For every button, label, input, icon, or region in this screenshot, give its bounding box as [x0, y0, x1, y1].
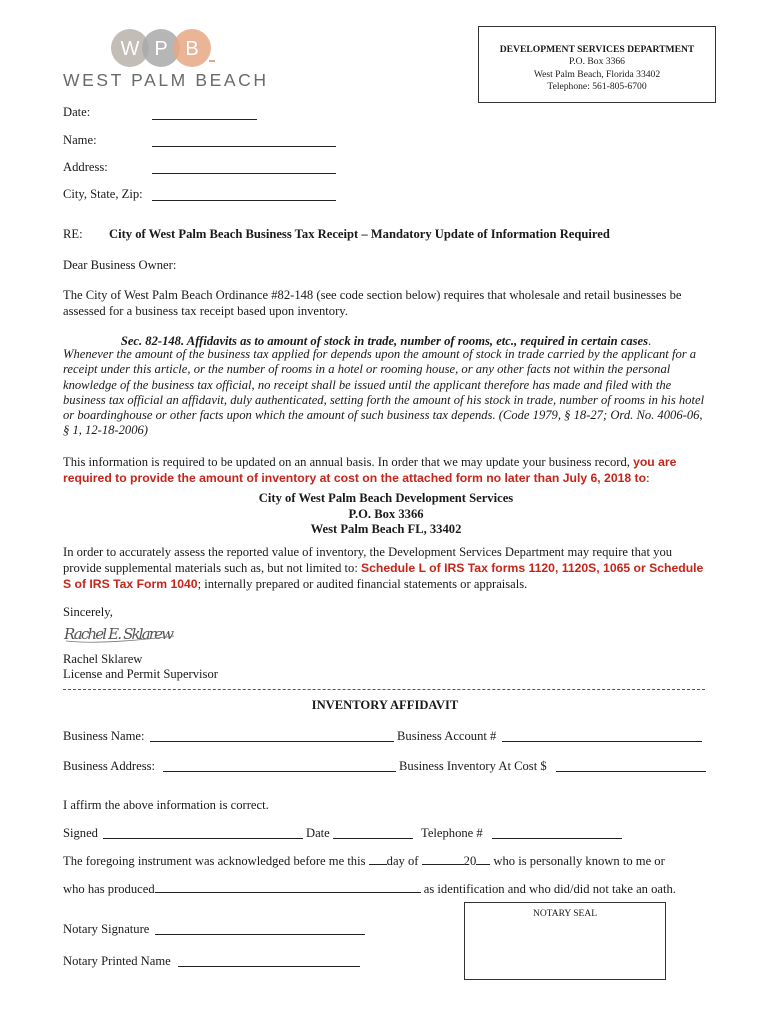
date-label: Date: — [63, 105, 91, 119]
date-field[interactable] — [152, 119, 257, 120]
closing: Sincerely, — [63, 605, 113, 619]
annual-update-paragraph — [63, 454, 709, 486]
identification-field[interactable] — [155, 892, 421, 893]
produced-line — [63, 882, 676, 897]
mailing-address-line3: West Palm Beach FL, 33402 — [310, 522, 462, 536]
handwritten-signature-icon — [62, 620, 182, 646]
notary-printed-name-field[interactable] — [178, 966, 360, 967]
annual-update-end: : — [646, 471, 650, 485]
deadline-notice: you are required to provide the amount of inventory at cost on the attached form no later than July 6, 2018 to — [63, 455, 677, 485]
business-account-field[interactable] — [502, 741, 702, 742]
notary-signature-label: Notary Signature — [63, 922, 150, 936]
mailing-address-line2: P.O. Box 3366 — [348, 506, 424, 521]
ack-month-field[interactable] — [422, 864, 464, 865]
business-name-field[interactable] — [150, 741, 394, 742]
address-label: Address: — [63, 160, 108, 174]
address-field[interactable] — [152, 173, 336, 174]
section-heading-text: Sec. 82-148. Affidavits as to amount of stock in trade, number of rooms, etc., required in certain cases — [120, 334, 649, 348]
signed-label: Signed — [63, 826, 98, 840]
svg-text:B: B — [185, 38, 199, 60]
section-body: Whenever the amount of the business tax applied for depends upon the amount of stock in trade carried by the applicant for a receipt under this article, or the number of rooms in a hotel or rooming house, or any other facts not within the personal knowledge of the business tax official, no receipt shall be issued until the applicant therefore has made and filed with the business tax official an affidavit, duly authenticated, setting forth the amount of his stock in trade, number of rooms in his hotel or boardinghouse or other facts upon which the amount of such business tax depends. (Code 1979, § 18-27; Ord. No. 4006-06, § 1, 12-18-2006) — [63, 347, 705, 438]
notary-signature-field[interactable] — [155, 934, 365, 935]
department-telephone: Telephone: 561-805-6700 — [547, 81, 647, 93]
irs-schedule-notice: Schedule L of IRS Tax forms 1120, 1120S, 1065 or Schedule S of IRS Tax Form 1040 — [63, 561, 704, 591]
supplemental-text: In order to accurately assess the reported value of inventory, the Development Services Department may require that you provide supplemental materials such as, but not limited to: — [63, 545, 673, 575]
supplemental-paragraph — [63, 544, 709, 592]
wpb-logo-circles-icon — [62, 28, 262, 72]
ack-text-end: who is personally known to me or — [490, 854, 665, 868]
produced-text-end: as identification and who did/did not take an oath. — [420, 882, 676, 896]
tear-off-divider — [63, 689, 705, 690]
name-field[interactable] — [152, 146, 336, 147]
business-address-field[interactable] — [163, 771, 396, 772]
ack-text: The foregoing instrument was acknowledged before me this — [63, 854, 369, 868]
notary-seal-box — [464, 902, 666, 980]
mailing-address — [63, 491, 709, 538]
city-state-zip-label: City, State, Zip: — [63, 187, 143, 201]
mailing-address-line1: City of West Palm Beach Development Services — [258, 491, 514, 505]
ack-year-field[interactable] — [476, 864, 490, 865]
department-name: DEVELOPMENT SERVICES DEPARTMENT — [499, 44, 695, 55]
ack-day-label: day of — [386, 854, 422, 868]
annual-update-text: This information is required to be updated on an annual basis. In order that we may update your business record, — [63, 455, 634, 469]
svg-text:P: P — [154, 38, 168, 60]
ack-day-field[interactable] — [369, 864, 387, 865]
signed-field[interactable] — [103, 838, 303, 839]
affidavit-date-field[interactable] — [333, 838, 413, 839]
telephone-field[interactable] — [492, 838, 622, 839]
telephone-label: Telephone # — [421, 826, 483, 840]
ordinance-paragraph: The City of West Palm Beach Ordinance #82-148 (see code section below) requires that wholesale and retail businesses be assessed for a business tax receipt based upon inventory. — [63, 288, 682, 318]
business-address-label: Business Address: — [63, 759, 156, 773]
signer-title: License and Permit Supervisor — [63, 667, 218, 681]
signature-script: Rachel E. Sklarew — [64, 625, 174, 643]
notary-seal-label: NOTARY SEAL — [532, 909, 598, 919]
svg-text:W: W — [120, 38, 140, 60]
affidavit-date-label: Date — [306, 826, 330, 840]
department-city: West Palm Beach, Florida 33402 — [533, 68, 661, 80]
name-label: Name: — [63, 133, 97, 147]
section-heading: Sec. 82-148. Affidavits as to amount of stock in trade, number of rooms, etc., required in certain cases. — [120, 334, 652, 348]
ack-year: 20 — [463, 854, 477, 868]
re-label: RE: — [63, 227, 83, 241]
signature-image — [62, 620, 182, 650]
produced-label: who has produced — [63, 882, 155, 896]
department-info-box — [478, 26, 716, 103]
affidavit-title: INVENTORY AFFIDAVIT — [311, 698, 459, 712]
affirm-statement: I affirm the above information is correct. — [63, 798, 269, 812]
logo-city-name: WEST PALM BEACH — [63, 70, 269, 90]
inventory-label: Business Inventory At Cost $ — [399, 759, 547, 773]
notary-printed-name-label: Notary Printed Name — [63, 954, 171, 968]
department-po-box: P.O. Box 3366 — [569, 56, 625, 68]
salutation: Dear Business Owner: — [63, 258, 177, 272]
acknowledgement-line — [63, 854, 665, 869]
business-account-label: Business Account # — [397, 729, 497, 743]
city-state-zip-field[interactable] — [152, 200, 336, 201]
supplemental-text-end: ; internally prepared or audited financial statements or appraisals. — [197, 577, 528, 591]
re-subject: City of West Palm Beach Business Tax Receipt – Mandatory Update of Information Required — [109, 227, 610, 241]
signer-name: Rachel Sklarew — [63, 652, 143, 666]
business-name-label: Business Name: — [63, 729, 145, 743]
inventory-field[interactable] — [556, 771, 706, 772]
